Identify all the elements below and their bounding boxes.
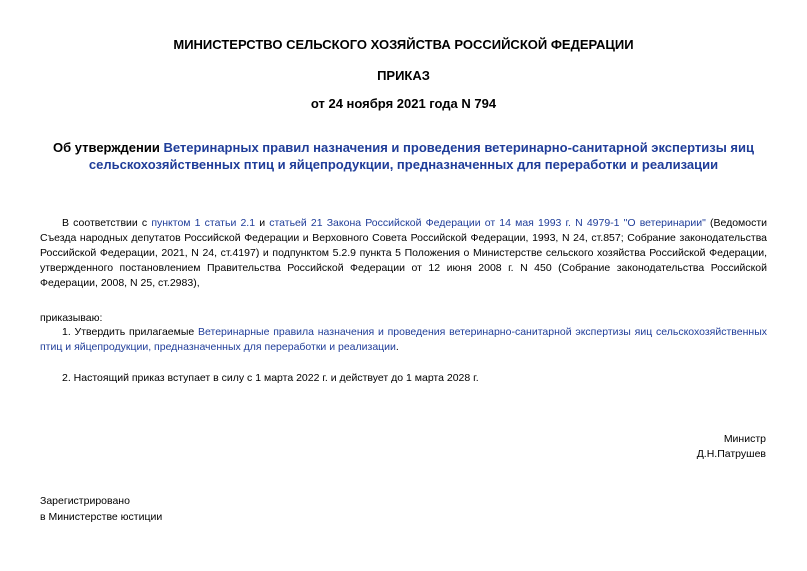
signatory-name: Д.Н.Патрушев (696, 448, 766, 460)
document-title (40, 139, 767, 173)
order-word: приказываю: (40, 312, 103, 324)
order-item-2: 2. Настоящий приказ вступает в силу с 1 марта 2022 г. и действует до 1 марта 2028 г. (62, 372, 479, 384)
preamble-text-3: (Ведомости Съезда народных депутатов Российской Федерации и Верховного Совета Российской Федерации, 1993, N 24, ст.857; Собрание законодательства Российской Федерации, 2021, N 24, ст.4197) и подпунктом 5.2.9 пункта 5 Положения о Министерстве сельского хозяйства Российской Федерации, утвержденного постановлением Правительства Российской Федерации от 12 июня 2008 г. N 450 (Собрание законодательства Российской Федерации, 2008, N 25, ст.2983), (40, 217, 768, 289)
registration-line-2: в Министерстве юстиции (40, 511, 163, 523)
registration-line-1: Зарегистрировано (40, 495, 130, 507)
approved-rules-link[interactable]: Ветеринарные правила назначения и проведения ветеринарно-санитарной экспертизы яиц сельскохозяйственных птиц и яйцепродукции, предназначенных для переработки и реализации (40, 326, 767, 353)
item-1-prefix: 1. Утвердить прилагаемые (62, 326, 199, 338)
preamble-text-1: В соответствии с (62, 217, 152, 229)
title-rules-link[interactable]: Ветеринарных правил назначения и проведения ветеринарно-санитарной экспертизы яиц сельскохозяйственных птиц и яйцепродукции, предназначенных для переработки и реализации (88, 140, 754, 172)
article-21-law-link[interactable]: статьей 21 Закона Российской Федерации от 14 мая 1993 г. N 4979-1 "О ветеринарии" (269, 217, 706, 229)
signatory-title: Министр (723, 433, 766, 445)
order-type-heading: ПРИКАЗ (377, 68, 430, 83)
item-1-suffix: . (395, 341, 399, 353)
article-2-1-link[interactable]: пунктом 1 статьи 2.1 (151, 217, 256, 229)
preamble-text-2: и (255, 217, 270, 229)
order-item-1 (40, 325, 767, 355)
ministry-heading: МИНИСТЕРСТВО СЕЛЬСКОГО ХОЗЯЙСТВА РОССИЙСКОЙ ФЕДЕРАЦИИ (173, 37, 634, 52)
title-prefix: Об утверждении (53, 140, 164, 155)
preamble-paragraph (40, 216, 767, 291)
order-date-heading: от 24 ноября 2021 года N 794 (310, 96, 497, 111)
